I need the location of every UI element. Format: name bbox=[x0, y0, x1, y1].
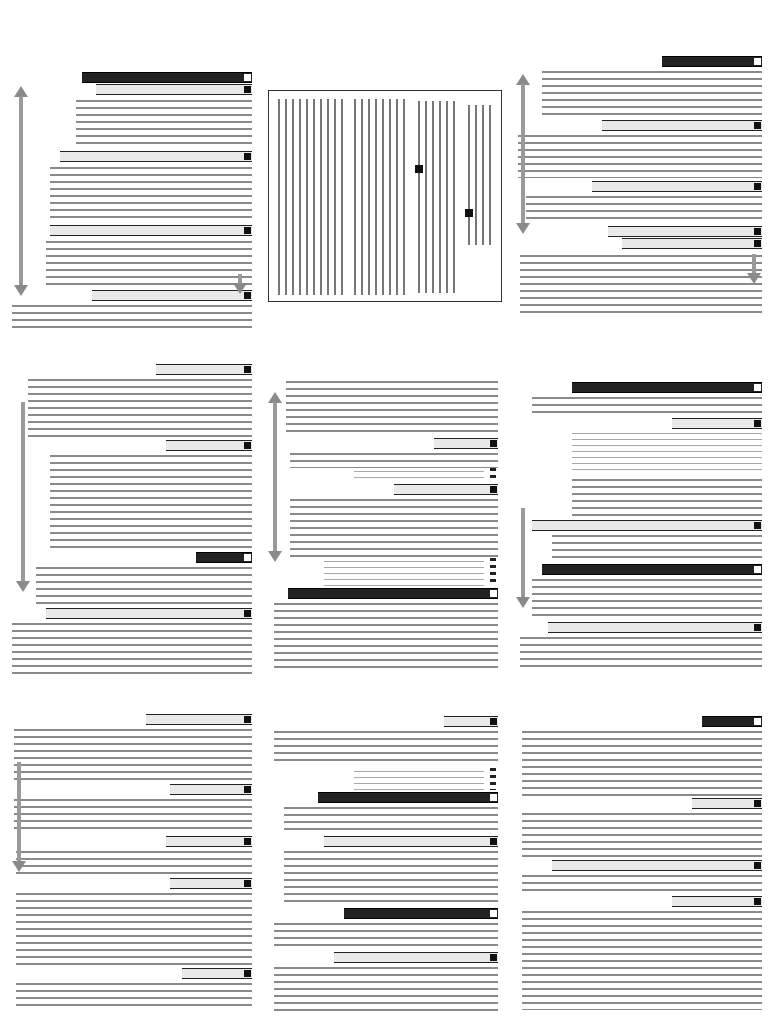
text-block bbox=[16, 980, 252, 1010]
section-heading bbox=[394, 484, 498, 495]
section-heading bbox=[170, 878, 252, 889]
text-block bbox=[572, 476, 762, 518]
double-arrow-icon bbox=[516, 74, 530, 234]
section-heading bbox=[602, 120, 762, 131]
text-block bbox=[520, 252, 762, 314]
page-9 bbox=[512, 712, 764, 1012]
section-heading bbox=[542, 564, 762, 575]
rotated-text-block bbox=[415, 101, 459, 293]
text-block bbox=[12, 620, 252, 674]
text-block bbox=[28, 376, 252, 438]
text-block bbox=[290, 496, 498, 558]
heading-marker bbox=[415, 165, 423, 173]
text-block bbox=[522, 810, 762, 858]
section-heading bbox=[92, 290, 252, 301]
section-heading bbox=[344, 908, 498, 919]
text-block bbox=[518, 132, 762, 178]
section-heading bbox=[146, 714, 252, 725]
text-block bbox=[354, 768, 484, 790]
bullet-list bbox=[490, 468, 496, 482]
text-block bbox=[50, 164, 252, 222]
double-arrow-icon bbox=[14, 86, 28, 296]
down-arrow-icon bbox=[16, 392, 30, 592]
text-block bbox=[274, 964, 498, 1012]
section-heading bbox=[166, 836, 252, 847]
text-block bbox=[572, 430, 762, 474]
section-heading bbox=[592, 181, 762, 192]
page-6 bbox=[512, 378, 764, 670]
text-block bbox=[532, 394, 762, 416]
section-heading bbox=[548, 622, 762, 633]
section-heading bbox=[672, 896, 762, 907]
down-arrow-icon bbox=[747, 244, 761, 284]
section-heading bbox=[96, 84, 252, 95]
bullet-list bbox=[490, 558, 496, 586]
down-arrow-icon bbox=[233, 264, 247, 294]
text-block bbox=[274, 728, 498, 766]
text-block bbox=[324, 558, 484, 586]
text-block bbox=[14, 796, 252, 834]
rotated-text-block bbox=[275, 99, 345, 295]
double-arrow-icon bbox=[268, 392, 282, 562]
section-heading bbox=[444, 716, 498, 727]
section-heading bbox=[170, 784, 252, 795]
down-arrow-icon bbox=[516, 498, 530, 608]
section-heading bbox=[672, 418, 762, 429]
section-heading bbox=[288, 588, 498, 599]
text-block bbox=[16, 890, 252, 966]
text-block bbox=[526, 193, 762, 223]
page-2 bbox=[268, 90, 502, 302]
text-block bbox=[522, 908, 762, 1010]
bullet-list bbox=[490, 768, 496, 790]
text-block bbox=[274, 920, 498, 950]
section-heading bbox=[334, 952, 498, 963]
section-heading bbox=[318, 792, 498, 803]
page-5 bbox=[264, 372, 502, 674]
page-4 bbox=[6, 362, 256, 676]
section-heading bbox=[166, 440, 252, 451]
text-block bbox=[50, 452, 252, 550]
rotated-text-block bbox=[351, 99, 409, 295]
section-heading bbox=[572, 382, 762, 393]
text-block bbox=[76, 97, 252, 149]
section-heading bbox=[532, 520, 762, 531]
text-block bbox=[12, 302, 252, 332]
section-heading bbox=[182, 968, 252, 979]
section-heading bbox=[60, 151, 252, 162]
text-block bbox=[532, 576, 762, 620]
text-block bbox=[520, 634, 762, 668]
text-block bbox=[36, 564, 252, 606]
section-heading bbox=[50, 225, 252, 236]
section-heading bbox=[662, 56, 762, 67]
text-block bbox=[46, 238, 252, 288]
page-3 bbox=[512, 54, 764, 316]
text-block bbox=[542, 68, 762, 118]
text-block bbox=[16, 848, 252, 876]
section-heading bbox=[702, 716, 762, 727]
heading-marker bbox=[465, 209, 473, 217]
text-block bbox=[14, 726, 252, 782]
section-heading bbox=[622, 238, 762, 249]
section-heading bbox=[156, 364, 252, 375]
section-heading bbox=[692, 798, 762, 809]
text-block bbox=[522, 728, 762, 796]
page-7 bbox=[6, 712, 256, 1012]
text-block bbox=[354, 468, 484, 482]
section-heading bbox=[82, 72, 252, 83]
section-heading bbox=[196, 552, 252, 563]
text-block bbox=[552, 532, 762, 562]
section-heading bbox=[46, 608, 252, 619]
page-1 bbox=[6, 34, 256, 334]
rotated-text-block bbox=[465, 105, 495, 245]
section-heading bbox=[552, 860, 762, 871]
section-heading bbox=[608, 226, 762, 237]
section-heading bbox=[434, 438, 498, 449]
text-block bbox=[284, 848, 498, 906]
down-arrow-icon bbox=[12, 752, 26, 872]
text-block bbox=[286, 378, 498, 434]
text-block bbox=[290, 450, 498, 468]
text-block bbox=[284, 804, 498, 834]
page-8 bbox=[264, 712, 502, 1014]
text-block bbox=[274, 600, 498, 672]
text-block bbox=[522, 872, 762, 894]
section-heading bbox=[324, 836, 498, 847]
